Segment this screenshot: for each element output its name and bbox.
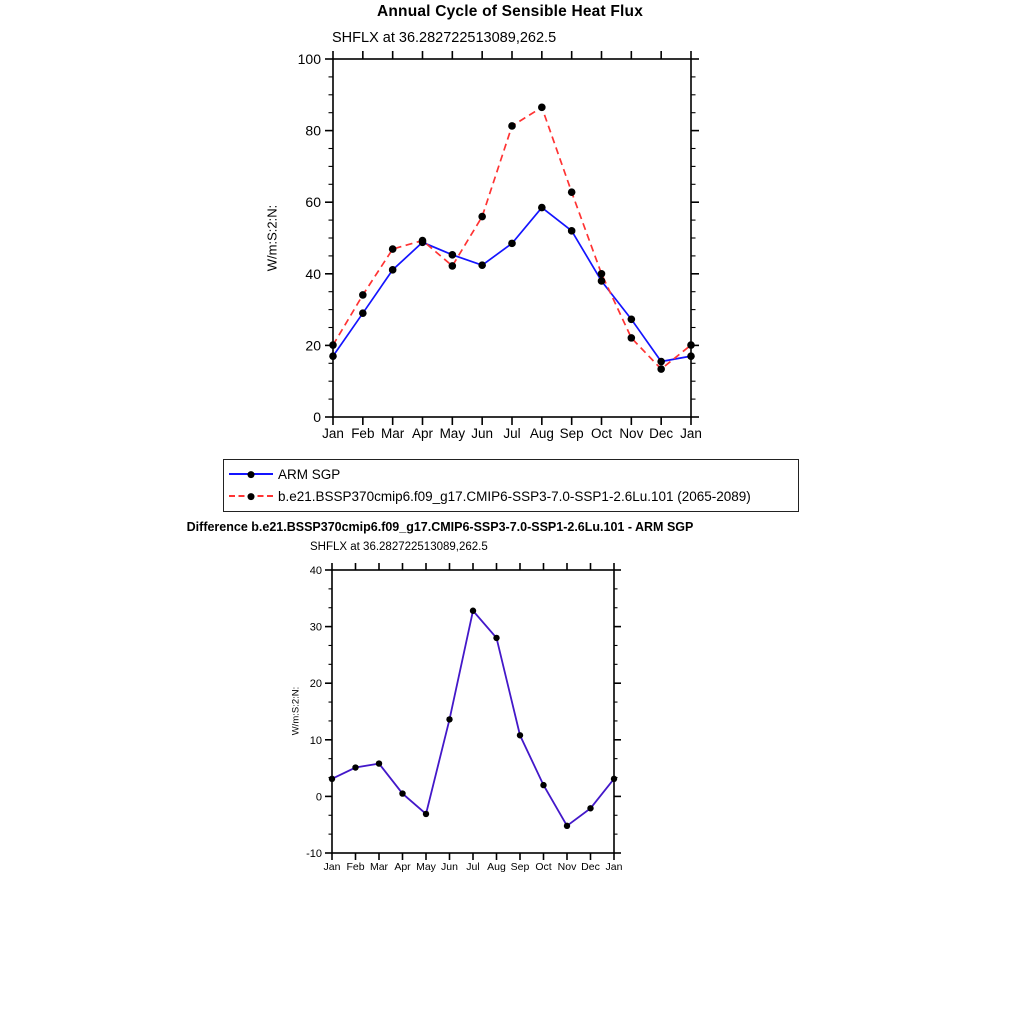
svg-text:20: 20	[309, 678, 322, 691]
chart1-series-0-marker	[329, 352, 337, 360]
chart1-series-1-marker	[389, 245, 397, 253]
chart2-title: Difference b.e21.BSSP370cmip6.f09_g17.CMIP6-SSP3-7.0-SSP1-2.6Lu.101 - ARM SGP	[186, 520, 694, 534]
svg-text:0: 0	[313, 409, 321, 425]
chart2-series-0-marker	[517, 732, 523, 738]
svg-text:Nov: Nov	[619, 426, 644, 441]
chart2-subtitle: SHFLX at 36.282722513089,262.5	[310, 541, 488, 553]
svg-text:Dec: Dec	[581, 861, 600, 873]
chart2-series-0-marker	[446, 716, 452, 722]
svg-text:40: 40	[309, 565, 322, 577]
svg-text:May: May	[416, 861, 436, 873]
chart2-series-0-line	[332, 611, 614, 826]
svg-text:80: 80	[305, 122, 321, 139]
svg-text:Oct: Oct	[590, 426, 613, 441]
chart1-series-0-marker	[538, 204, 546, 212]
svg-text:Sep: Sep	[510, 861, 530, 873]
chart1-title: Annual Cycle of Sensible Heat Flux	[376, 3, 644, 20]
chart1-series-1-marker	[538, 104, 546, 112]
chart2-series-0-marker	[493, 635, 499, 641]
svg-text:20: 20	[305, 337, 321, 354]
svg-text:Mar: Mar	[381, 426, 405, 441]
chart1-series-0-marker	[568, 227, 576, 235]
svg-text:30: 30	[309, 621, 322, 634]
obs-line-sample	[229, 473, 273, 475]
svg-text:Apr: Apr	[411, 426, 434, 441]
obs-marker-icon	[248, 471, 255, 478]
svg-text:Oct: Oct	[535, 861, 552, 873]
svg-text:Feb: Feb	[346, 861, 365, 873]
chart1-series-0-line	[333, 208, 691, 362]
chart1-y-axis-label: W/m:S:2:N:	[264, 204, 280, 272]
chart2-series-0-marker	[611, 776, 617, 782]
chart1-series-0-marker	[628, 315, 636, 323]
svg-text:Aug: Aug	[487, 861, 506, 873]
svg-text:60: 60	[305, 194, 321, 211]
svg-text:0: 0	[315, 791, 322, 804]
legend-item-arm-sgp	[229, 463, 796, 485]
chart1-series-1-marker	[359, 291, 367, 299]
svg-text:Jun: Jun	[441, 861, 458, 873]
model-line-sample	[229, 495, 273, 497]
legend-label-model: b.e21.BSSP370cmip6.f09_g17.CMIP6-SSP3-7.0-SSP1-2.6Lu.101 (2065-2089)	[278, 488, 751, 504]
svg-text:Jul: Jul	[503, 426, 521, 441]
chart1-series-1-marker	[657, 365, 665, 373]
svg-text:10: 10	[309, 734, 322, 747]
chart2-frame	[306, 563, 623, 873]
svg-text:Apr: Apr	[394, 861, 411, 873]
svg-text:Aug: Aug	[529, 426, 554, 441]
chart1-series-1-marker	[329, 341, 337, 349]
chart1-series-1-marker	[687, 341, 695, 349]
chart1-series-1-marker	[508, 122, 516, 130]
chart1-series-0-marker	[657, 358, 665, 366]
chart1-series-1-marker	[478, 213, 486, 221]
chart1-frame	[298, 51, 702, 441]
svg-text:Jul: Jul	[466, 861, 480, 873]
svg-text:Jan: Jan	[323, 861, 341, 873]
legend-item-model	[229, 485, 796, 507]
svg-text:Mar: Mar	[369, 861, 389, 873]
model-marker-icon	[248, 493, 255, 500]
chart1-subtitle: SHFLX at 36.282722513089,262.5	[332, 30, 557, 46]
svg-text:Dec: Dec	[649, 426, 674, 441]
chart1-series-0-marker	[359, 309, 367, 317]
chart1-series-1-marker	[598, 270, 606, 278]
svg-text:Feb: Feb	[351, 426, 375, 441]
chart2-series-0-marker	[470, 608, 476, 614]
svg-text:-10: -10	[306, 848, 322, 860]
chart1-series-1-line	[333, 107, 691, 369]
chart1-series-0-marker	[449, 251, 457, 259]
legend-label-arm-sgp: ARM SGP	[278, 466, 341, 482]
svg-text:Sep: Sep	[559, 426, 584, 441]
svg-text:Jan: Jan	[605, 861, 623, 873]
chart2-series-0-marker	[540, 782, 546, 788]
svg-text:Nov: Nov	[557, 861, 577, 873]
svg-text:100: 100	[297, 51, 321, 67]
chart1-series-0-marker	[598, 277, 606, 285]
svg-text:Jun: Jun	[471, 426, 494, 441]
chart2-series-0-marker	[329, 776, 335, 782]
chart2-y-axis-label: W/m:S:2:N:	[290, 686, 302, 736]
chart1-series-1-marker	[628, 334, 636, 342]
chart2-series-0-marker	[376, 760, 382, 766]
chart1-series-0-marker	[478, 261, 486, 269]
chart2-series-0-marker	[423, 811, 429, 817]
svg-text:40: 40	[305, 265, 321, 282]
chart2-series-0-marker	[399, 790, 405, 796]
svg-text:Jan: Jan	[322, 426, 344, 441]
chart2-series-0-marker	[352, 764, 358, 770]
chart1-series-0-marker	[687, 352, 695, 360]
svg-text:May: May	[439, 426, 466, 441]
legend-box	[223, 459, 799, 512]
chart2-series-0-marker	[587, 805, 593, 811]
chart1-series-1-marker	[449, 262, 457, 270]
chart1-series-0-marker	[508, 240, 516, 248]
chart1-series-1-marker	[419, 237, 427, 245]
chart1-series-0-marker	[389, 266, 397, 274]
chart1-series-1-marker	[568, 188, 576, 196]
chart2-series-0-marker	[564, 823, 570, 829]
svg-text:Jan: Jan	[680, 426, 702, 441]
